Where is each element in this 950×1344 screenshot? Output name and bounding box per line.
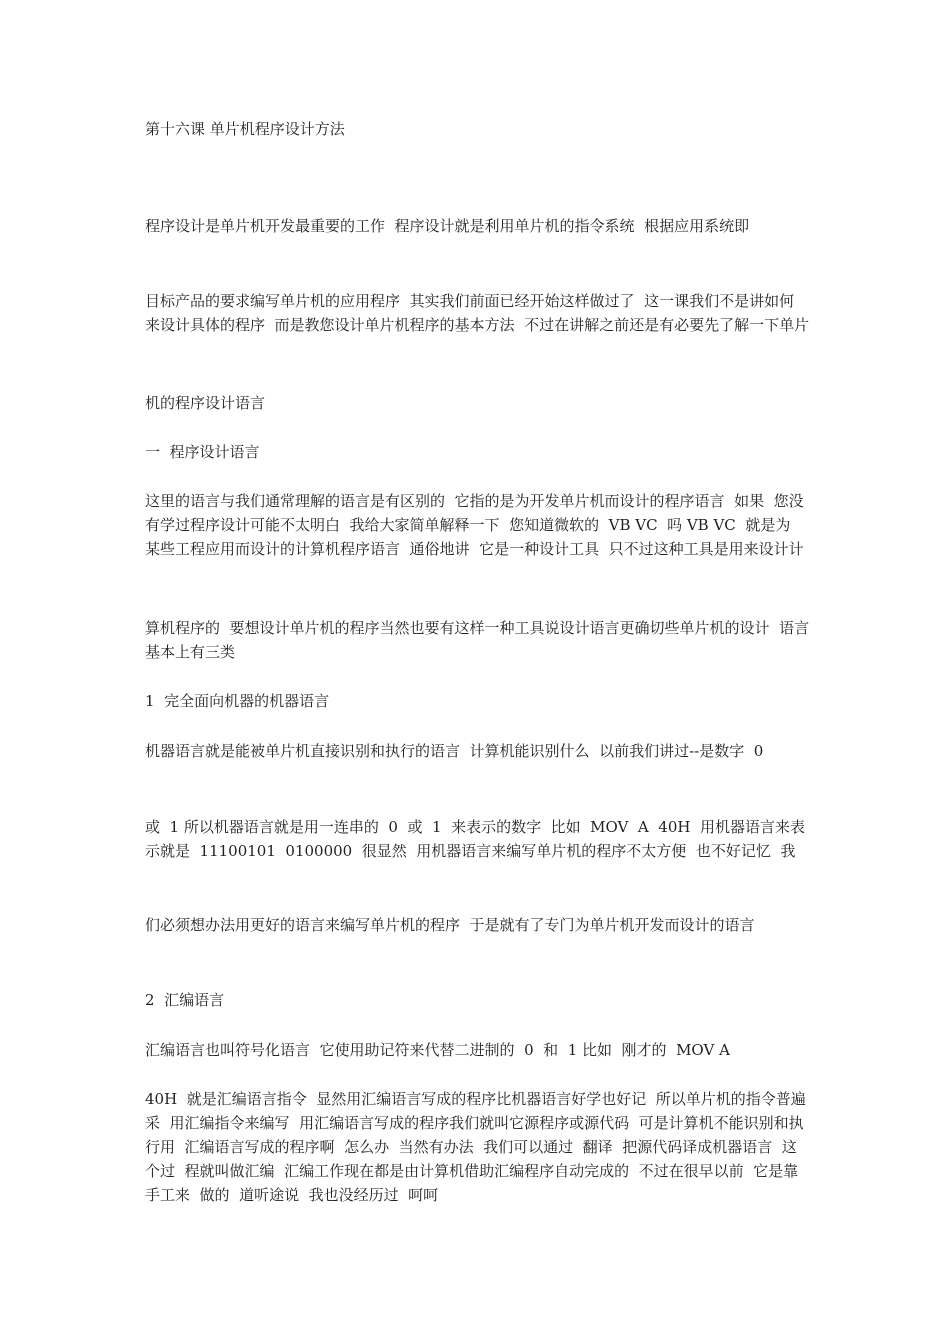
paragraph: 机的程序设计语言 — [145, 394, 266, 412]
paragraph: 或 1 所以机器语言就是用一连串的 0 或 1 来表示的数字 比如 MOV A 40H 用机器语言来表示就是 11100101 0100000 很显然 用机器语言来编写单片机的程序不太方便 也不好记忆 我 — [145, 818, 805, 860]
paragraph: 程序设计是单片机开发最重要的工作 程序设计就是利用单片机的指令系统 根据应用系统即 — [145, 217, 750, 235]
page-title: 第十六课 单片机程序设计方法 — [145, 120, 345, 138]
paragraph: 目标产品的要求编写单片机的应用程序 其实我们前面已经开始这样做过了 这一课我们不是讲如何 来设计具体的程序 而是教您设计单片机程序的基本方法 不过在讲解之前还是有必要先了解一下单片 — [145, 292, 810, 334]
paragraph: 机器语言就是能被单片机直接识别和执行的语言 计算机能识别什么 以前我们讲过--是数字 0 — [145, 742, 764, 760]
paragraph: 们必须想办法用更好的语言来编写单片机的程序 于是就有了专门为单片机开发而设计的语言 — [145, 916, 755, 934]
paragraph: 40H 就是汇编语言指令 显然用汇编语言写成的程序比机器语言好学也好记 所以单片机的指令普遍采 用汇编指令来编写 用汇编语言写成的程序我们就叫它源程序或源代码 可是计算机不能识别和执行用 汇编语言写成的程序啊 怎么办 当然有办法 我们可以通过 翻译 把源代码译成机器语言 这个过 程就叫做汇编 汇编工作现在都是由计算机借助汇编程序自动完成的 不过在很早以前 它是靠手工来 做的 道听途说 我也没经历过 呵呵 — [145, 1090, 806, 1204]
paragraph: 这里的语言与我们通常理解的语言是有区别的 它指的是为开发单片机而设计的程序语言 如果 您没有学过程序设计可能不太明白 我给大家简单解释一下 您知道微软的 VB VC 吗 VB VC 就是为 某些工程应用而设计的计算机程序语言 通俗地讲 它是一种设计工具 只不过这种工具是用来设计计 — [145, 492, 804, 558]
subsection-heading: 2 汇编语言 — [145, 991, 225, 1009]
paragraph: 汇编语言也叫符号化语言 它使用助记符来代替二进制的 0 和 1 比如 刚才的 MOV A — [145, 1041, 730, 1059]
subsection-heading: 1 完全面向机器的机器语言 — [145, 692, 330, 710]
paragraph: 算机程序的 要想设计单片机的程序当然也要有这样一种工具说设计语言更确切些单片机的设计 语言基本上有三类 — [145, 619, 810, 661]
section-heading: 一 程序设计语言 — [145, 443, 260, 461]
